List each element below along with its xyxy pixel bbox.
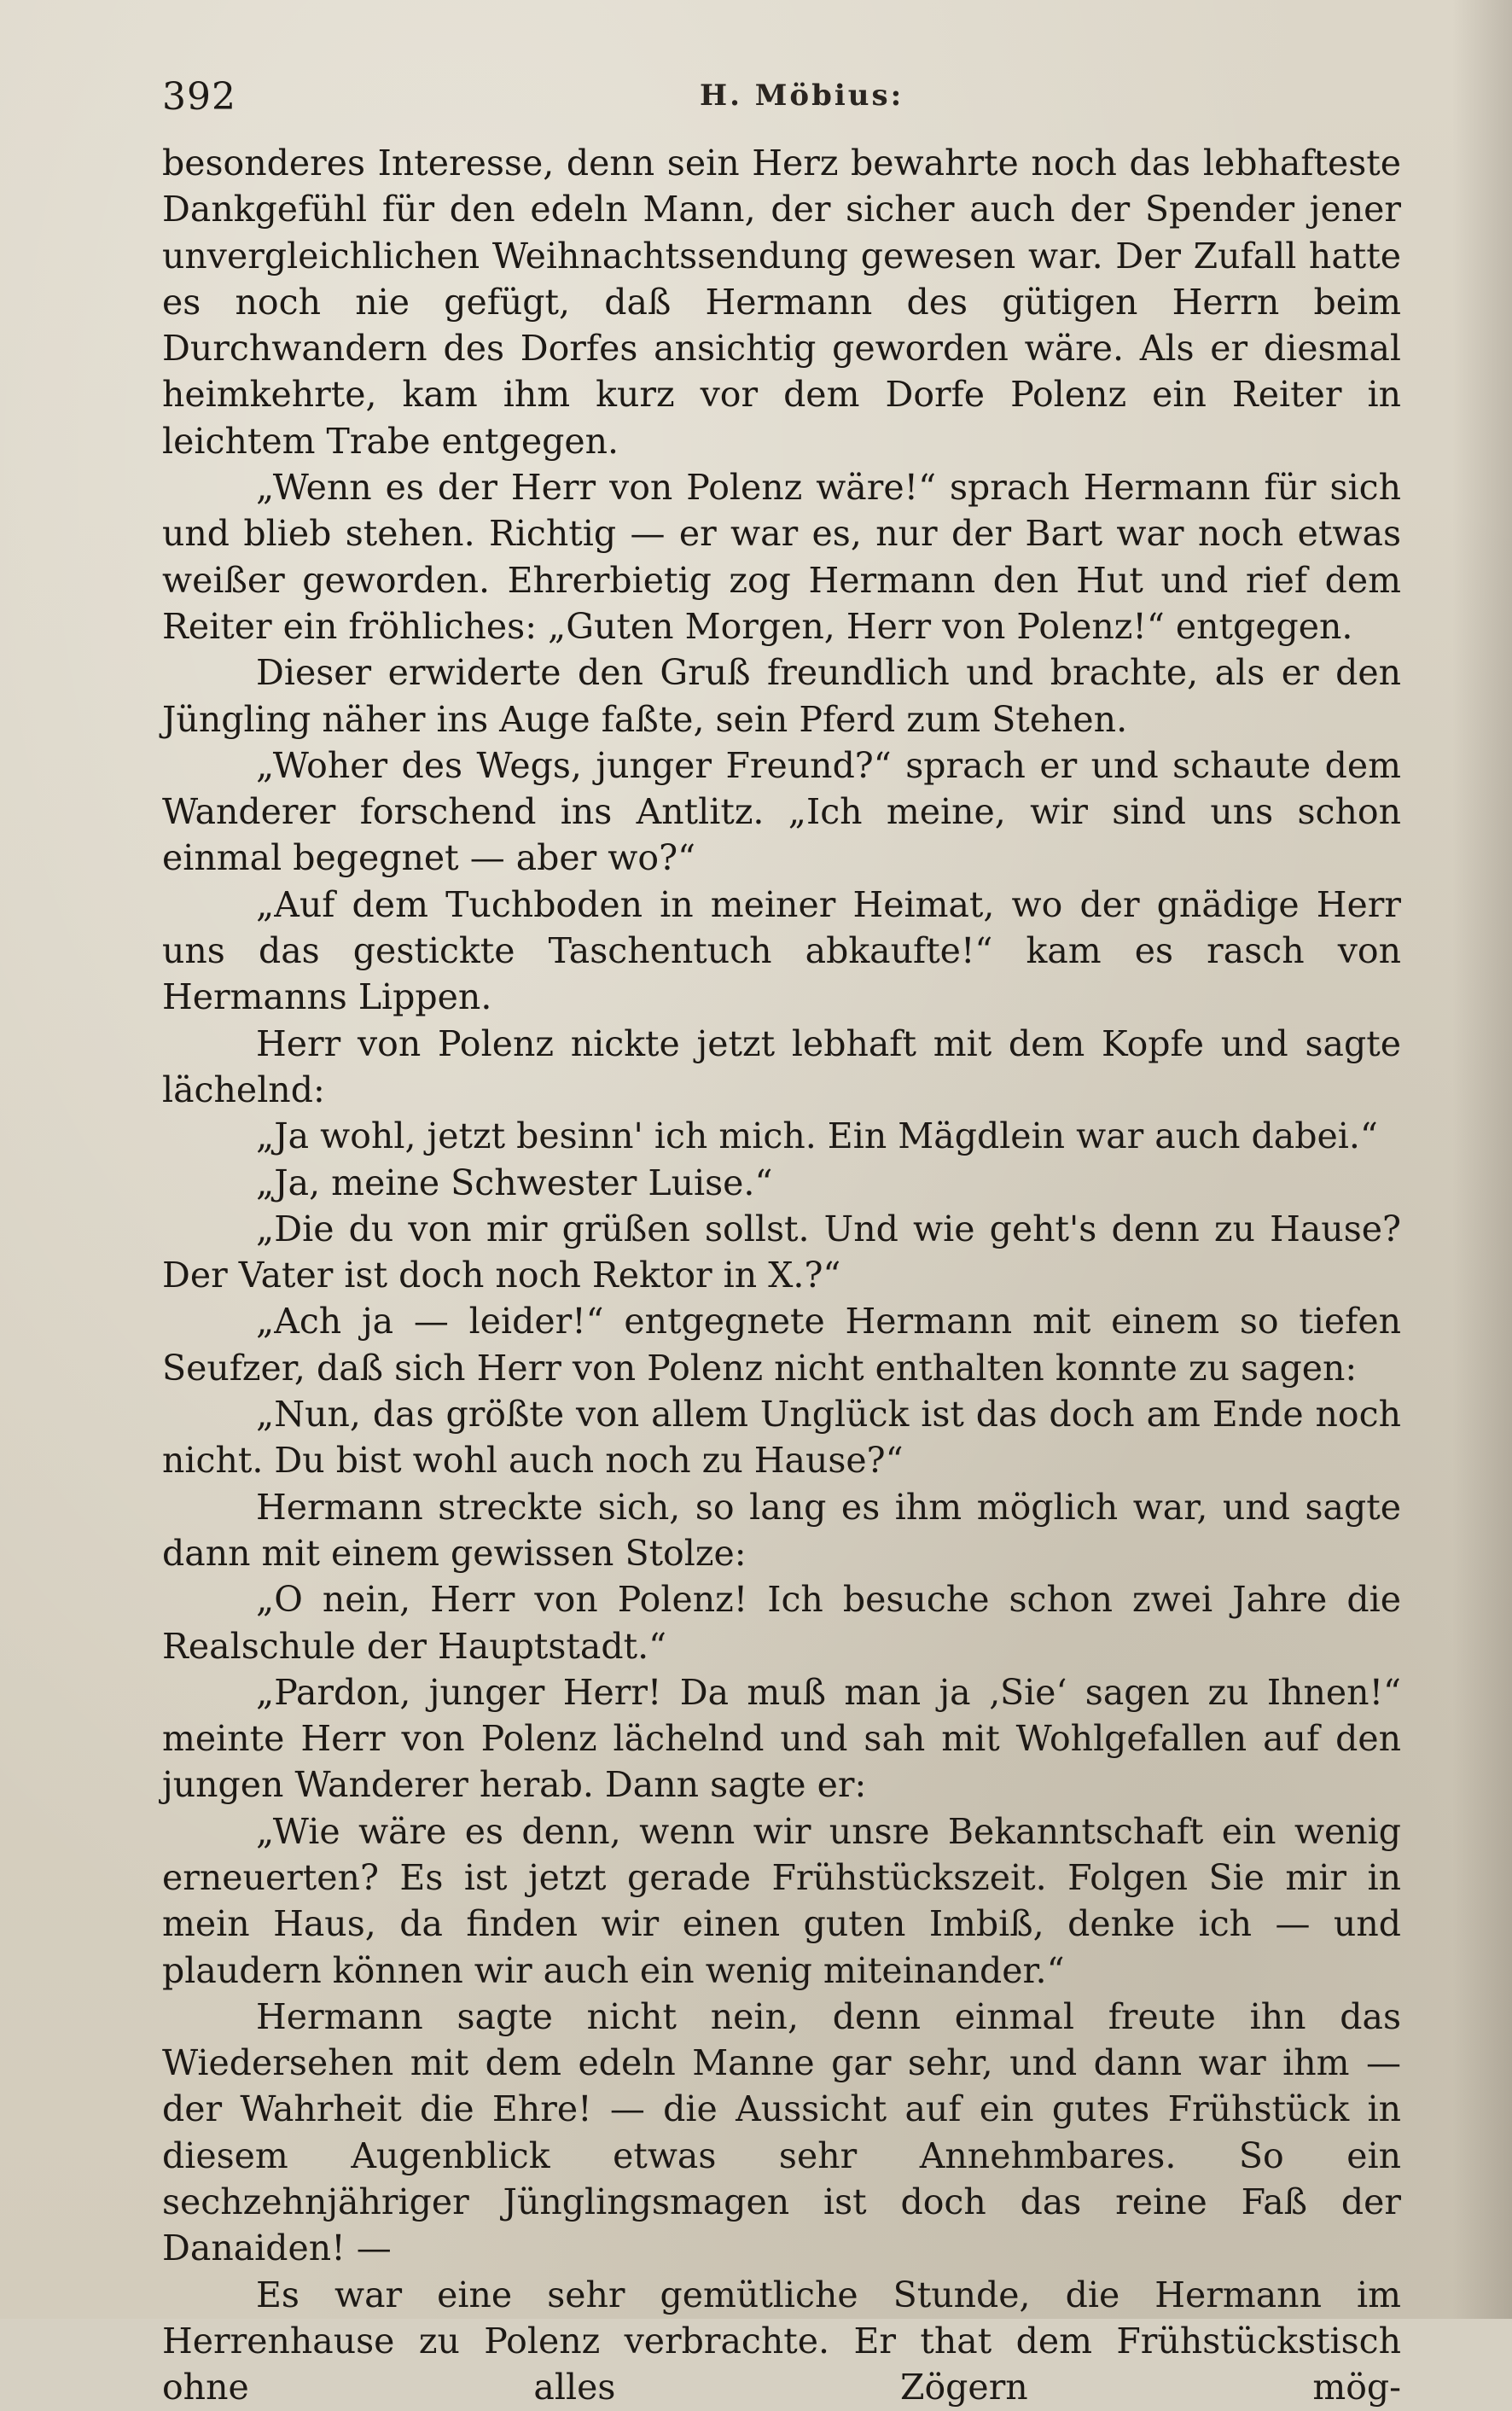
paragraph: „Ja, meine Schwester Luise.“ [256, 1162, 773, 1203]
page-header [162, 67, 1399, 126]
paragraph: „Ach ja — leider!“ entgegnete Hermann mit einem so tiefen Seufzer, daß sich Herr von Polenz nicht enthalten konnte zu sagen: [162, 1301, 1401, 1389]
paragraph: „O nein, Herr von Polenz! Ich besuche schon zwei Jahre die Realschule der Hauptstadt.“ [162, 1579, 1401, 1667]
running-head: H. Möbius: [700, 79, 904, 113]
body-text [162, 140, 1401, 2411]
paragraph: besonderes Interesse, denn sein Herz bewahrte noch das lebhafteste Dankgefühl für den edeln Mann, der sicher auch der Spender jener unvergleichlichen Weihnachtssendung gewesen war. Der Zufall hatte es noch nie gefügt, daß Hermann des gütigen Herrn beim Durchwandern des Dorfes ansichtig geworden wäre. Als er diesmal heimkehrte, kam ihm kurz vor dem Dorfe Polenz ein Reiter in leichtem Trabe entgegen. [162, 143, 1401, 462]
paragraph: Hermann streckte sich, so lang es ihm möglich war, und sagte dann mit einem gewissen Stolze: [162, 1486, 1401, 1574]
page-number: 392 [162, 75, 236, 119]
paragraph: „Auf dem Tuchboden in meiner Heimat, wo der gnädige Herr uns das gestickte Taschentuch abkaufte!“ kam es rasch von Hermanns Lippen. [162, 883, 1401, 1018]
paragraph: Hermann sagte nicht nein, denn einmal freute ihn das Wiedersehen mit dem edeln Manne gar sehr, und dann war ihm — der Wahrheit die Ehre! — die Aussicht auf ein gutes Frühstück in diesem Augenblick etwas sehr Annehmbares. So ein sechzehnjähriger Jünglingsmagen ist doch das reine Faß der Danaiden! — [162, 1995, 1401, 2269]
paragraph: Herr von Polenz nickte jetzt lebhaft mit dem Kopfe und sagte lächelnd: [162, 1022, 1401, 1110]
paragraph: Dieser erwiderte den Gruß freundlich und brachte, als er den Jüngling näher ins Auge faßte, sein Pferd zum Stehen. [162, 652, 1401, 740]
paragraph: „Pardon, junger Herr! Da muß man ja ‚Sie‘ sagen zu Ihnen!“ meinte Herr von Polenz lächelnd und sah mit Wohlgefallen auf den jungen Wanderer herab. Dann sagte er: [162, 1671, 1401, 1806]
paragraph: „Wenn es der Herr von Polenz wäre!“ sprach Hermann für sich und blieb stehen. Richtig — er war es, nur der Bart war noch etwas weißer geworden. Ehrerbietig zog Hermann den Hut und rief dem Reiter ein fröhliches: „Guten Morgen, Herr von Polenz!“ entgegen. [162, 467, 1401, 647]
paragraph: „Nun, das größte von allem Unglück ist das doch am Ende noch nicht. Du bist wohl auch noch zu Hause?“ [162, 1394, 1401, 1482]
page-edge-shadow [1452, 0, 1512, 2319]
paragraph: „Ja wohl, jetzt besinn' ich mich. Ein Mägdlein war auch dabei.“ [256, 1115, 1378, 1157]
paragraph: „Die du von mir grüßen sollst. Und wie geht's denn zu Hause? Der Vater ist doch noch Rektor in X.?“ [162, 1208, 1401, 1296]
paragraph: „Wie wäre es denn, wenn wir unsre Bekanntschaft ein wenig erneuerten? Es ist jetzt gerade Frühstückszeit. Folgen Sie mir in mein Haus, da finden wir einen guten Imbiß, denke ich — und plaudern können wir auch ein wenig miteinander.“ [162, 1810, 1401, 1991]
paragraph: „Woher des Wegs, junger Freund?“ sprach er und schaute dem Wanderer forschend ins Antlitz. „Ich meine, wir sind uns schon einmal begegnet — aber wo?“ [162, 744, 1401, 879]
paragraph: Es war eine sehr gemütliche Stunde, die Hermann im Herrenhause zu Polenz verbrachte. Er that dem Frühstückstisch ohne alles Zögern mög- [162, 2274, 1401, 2408]
